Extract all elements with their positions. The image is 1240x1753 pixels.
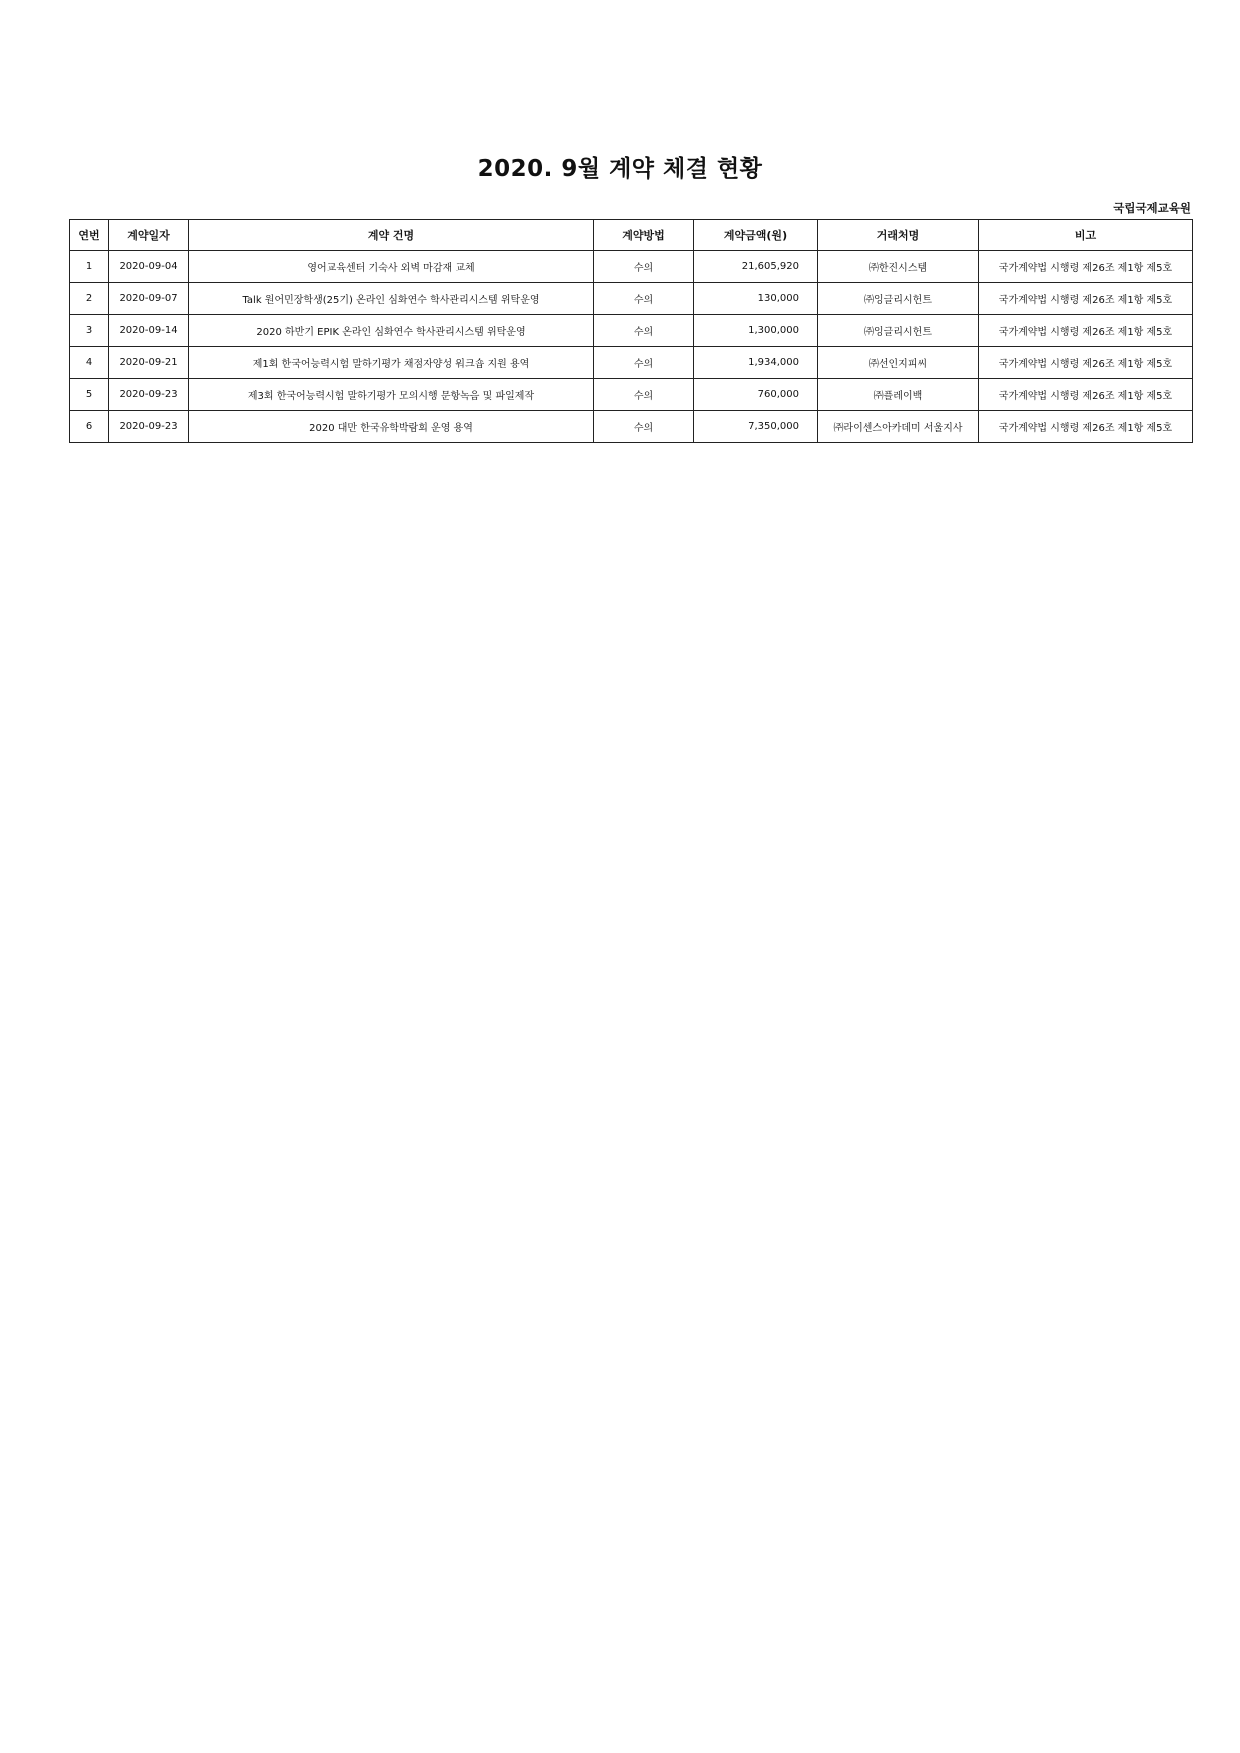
cell-no: 6 <box>70 411 109 443</box>
cell-no: 1 <box>70 251 109 283</box>
cell-amount: 1,300,000 <box>694 315 818 347</box>
cell-date: 2020-09-07 <box>109 283 189 315</box>
cell-method: 수의 <box>594 347 694 379</box>
contracts-table <box>69 219 1193 443</box>
cell-note: 국가계약법 시행령 제26조 제1항 제5호 <box>979 347 1193 379</box>
cell-date: 2020-09-23 <box>109 411 189 443</box>
cell-no: 4 <box>70 347 109 379</box>
cell-contract-name: 제3회 한국어능력시험 말하기평가 모의시행 문항녹음 및 파일제작 <box>189 379 594 411</box>
table-row <box>70 347 1193 379</box>
cell-note: 국가계약법 시행령 제26조 제1항 제5호 <box>979 251 1193 283</box>
table-row <box>70 283 1193 315</box>
cell-date: 2020-09-14 <box>109 315 189 347</box>
cell-method: 수의 <box>594 283 694 315</box>
cell-note: 국가계약법 시행령 제26조 제1항 제5호 <box>979 379 1193 411</box>
cell-date: 2020-09-23 <box>109 379 189 411</box>
cell-no: 2 <box>70 283 109 315</box>
cell-amount: 1,934,000 <box>694 347 818 379</box>
cell-note: 국가계약법 시행령 제26조 제1항 제5호 <box>979 283 1193 315</box>
cell-vendor: ㈜한진시스템 <box>818 251 979 283</box>
cell-amount: 760,000 <box>694 379 818 411</box>
header-method: 계약방법 <box>594 220 694 251</box>
cell-vendor: ㈜플레이백 <box>818 379 979 411</box>
cell-no: 3 <box>70 315 109 347</box>
cell-method: 수의 <box>594 315 694 347</box>
cell-contract-name: 2020 대만 한국유학박람회 운영 용역 <box>189 411 594 443</box>
table-row <box>70 379 1193 411</box>
cell-contract-name: 2020 하반기 EPIK 온라인 심화연수 학사관리시스템 위탁운영 <box>189 315 594 347</box>
table-row <box>70 315 1193 347</box>
header-contract-name: 계약 건명 <box>189 220 594 251</box>
table-row <box>70 411 1193 443</box>
organization-name: 국립국제교육원 <box>1113 201 1191 215</box>
cell-no: 5 <box>70 379 109 411</box>
cell-date: 2020-09-21 <box>109 347 189 379</box>
header-vendor: 거래처명 <box>818 220 979 251</box>
table-header-row <box>70 220 1193 251</box>
cell-note: 국가계약법 시행령 제26조 제1항 제5호 <box>979 315 1193 347</box>
cell-vendor: ㈜잉글리시헌트 <box>818 283 979 315</box>
header-note: 비고 <box>979 220 1193 251</box>
cell-amount: 130,000 <box>694 283 818 315</box>
cell-contract-name: Talk 원어민장학생(25기) 온라인 심화연수 학사관리시스템 위탁운영 <box>189 283 594 315</box>
cell-contract-name: 제1회 한국어능력시험 말하기평가 채점자양성 워크숍 지원 용역 <box>189 347 594 379</box>
cell-amount: 21,605,920 <box>694 251 818 283</box>
cell-amount: 7,350,000 <box>694 411 818 443</box>
cell-method: 수의 <box>594 379 694 411</box>
cell-contract-name: 영어교육센터 기숙사 외벽 마감재 교체 <box>189 251 594 283</box>
cell-method: 수의 <box>594 251 694 283</box>
cell-vendor: ㈜라이센스아카데미 서울지사 <box>818 411 979 443</box>
header-no: 연번 <box>70 220 109 251</box>
cell-vendor: ㈜선인지피씨 <box>818 347 979 379</box>
page-title: 2020. 9월 계약 체결 현황 <box>477 156 763 182</box>
cell-method: 수의 <box>594 411 694 443</box>
table-row <box>70 251 1193 283</box>
header-amount: 계약금액(원) <box>694 220 818 251</box>
cell-vendor: ㈜잉글리시헌트 <box>818 315 979 347</box>
header-date: 계약일자 <box>109 220 189 251</box>
cell-note: 국가계약법 시행령 제26조 제1항 제5호 <box>979 411 1193 443</box>
cell-date: 2020-09-04 <box>109 251 189 283</box>
